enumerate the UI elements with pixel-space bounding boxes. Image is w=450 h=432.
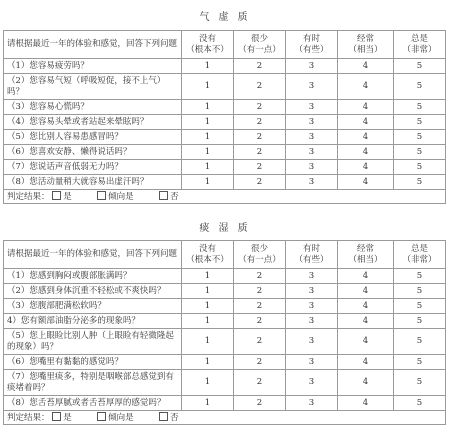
score-cell[interactable]: 3 — [286, 74, 338, 100]
score-cell[interactable]: 4 — [338, 329, 394, 355]
score-cell[interactable]: 3 — [286, 355, 338, 370]
checkbox-no[interactable] — [159, 412, 168, 421]
question-text: （3）您腹部肥满松软吗？ — [4, 299, 182, 314]
checkbox-yes[interactable] — [52, 412, 61, 421]
question-row — [4, 370, 446, 396]
score-cell[interactable]: 1 — [182, 160, 234, 175]
score-cell[interactable]: 1 — [182, 329, 234, 355]
question-row — [4, 175, 446, 190]
score-cell[interactable]: 3 — [286, 145, 338, 160]
score-cell[interactable]: 4 — [338, 74, 394, 100]
verdict-tendency: 倾向是 — [108, 191, 134, 202]
score-cell[interactable]: 3 — [286, 314, 338, 329]
score-cell[interactable]: 5 — [394, 74, 446, 100]
score-cell[interactable]: 2 — [234, 100, 286, 115]
table-header-row — [4, 241, 446, 269]
questionnaire-table-qixu — [3, 30, 446, 204]
score-cell[interactable]: 3 — [286, 284, 338, 299]
score-cell[interactable]: 3 — [286, 160, 338, 175]
question-text: （4）您容易头晕或者站起来晕眩吗？ — [4, 115, 182, 130]
question-text: （6）您喜欢安静、懒得说话吗？ — [4, 145, 182, 160]
question-text: （6）您嘴里有黏黏的感觉吗？ — [4, 355, 182, 370]
question-row — [4, 130, 446, 145]
header-option: 很少 （有一点） — [234, 31, 286, 59]
score-cell[interactable]: 2 — [234, 284, 286, 299]
score-cell[interactable]: 1 — [182, 314, 234, 329]
score-cell[interactable]: 4 — [338, 59, 394, 74]
score-cell[interactable]: 5 — [394, 284, 446, 299]
score-cell[interactable]: 3 — [286, 100, 338, 115]
verdict-yes: 是 — [63, 412, 72, 423]
score-cell[interactable]: 4 — [338, 115, 394, 130]
score-cell[interactable]: 4 — [338, 130, 394, 145]
question-row — [4, 59, 446, 74]
question-row — [4, 299, 446, 314]
verdict-no: 否 — [170, 191, 179, 202]
header-option: 没有 （根本不） — [182, 241, 234, 269]
section-title-qixu: 气 虚 质 — [199, 12, 251, 23]
score-cell[interactable]: 2 — [234, 329, 286, 355]
score-cell[interactable]: 4 — [338, 100, 394, 115]
checkbox-tendency[interactable] — [97, 191, 106, 200]
score-cell[interactable]: 3 — [286, 396, 338, 411]
score-cell[interactable]: 2 — [234, 175, 286, 190]
score-cell[interactable]: 4 — [338, 396, 394, 411]
score-cell[interactable]: 4 — [338, 370, 394, 396]
question-text: （2）您容易气短（呼吸短促，接不上气）吗？ — [4, 74, 182, 100]
verdict-label: 判定结果： — [7, 191, 50, 202]
question-row — [4, 100, 446, 115]
score-cell[interactable]: 1 — [182, 284, 234, 299]
header-option: 有时 （有些） — [286, 31, 338, 59]
question-row — [4, 314, 446, 329]
score-cell[interactable]: 1 — [182, 100, 234, 115]
checkbox-no[interactable] — [159, 191, 168, 200]
score-cell[interactable]: 3 — [286, 59, 338, 74]
question-text: （5）您上眼睑比别人肿（上眼睑有轻微隆起的现象）吗？ — [4, 329, 182, 355]
question-row — [4, 74, 446, 100]
score-cell[interactable]: 5 — [394, 355, 446, 370]
score-cell[interactable]: 5 — [394, 100, 446, 115]
question-row — [4, 115, 446, 130]
score-cell[interactable]: 4 — [338, 145, 394, 160]
verdict-cell — [4, 411, 446, 425]
score-cell[interactable]: 5 — [394, 130, 446, 145]
score-cell[interactable]: 5 — [394, 175, 446, 190]
score-cell[interactable]: 1 — [182, 175, 234, 190]
score-cell[interactable]: 4 — [338, 284, 394, 299]
score-cell[interactable]: 4 — [338, 269, 394, 284]
score-cell[interactable]: 1 — [182, 269, 234, 284]
score-cell[interactable]: 5 — [394, 59, 446, 74]
score-cell[interactable]: 2 — [234, 269, 286, 284]
verdict-cell — [4, 190, 446, 204]
score-cell[interactable]: 2 — [234, 396, 286, 411]
checkbox-yes[interactable] — [52, 191, 61, 200]
score-cell[interactable]: 3 — [286, 370, 338, 396]
header-option: 没有 （根本不） — [182, 31, 234, 59]
verdict-tendency: 倾向是 — [108, 412, 134, 423]
questionnaire-table-tanshi — [3, 240, 446, 425]
score-cell[interactable]: 5 — [394, 145, 446, 160]
question-text: 4）您有额部油脂分泌多的现象吗？ — [4, 314, 182, 329]
score-cell[interactable]: 5 — [394, 370, 446, 396]
question-text: （3）您容易心慌吗？ — [4, 100, 182, 115]
score-cell[interactable]: 3 — [286, 299, 338, 314]
verdict-yes: 是 — [63, 191, 72, 202]
verdict-label: 判定结果： — [7, 412, 50, 423]
score-cell[interactable]: 1 — [182, 74, 234, 100]
score-cell[interactable]: 1 — [182, 130, 234, 145]
question-row — [4, 355, 446, 370]
score-cell[interactable]: 5 — [394, 396, 446, 411]
header-option: 经常 （相当） — [338, 241, 394, 269]
score-cell[interactable]: 4 — [338, 314, 394, 329]
score-cell[interactable]: 2 — [234, 145, 286, 160]
checkbox-tendency[interactable] — [97, 412, 106, 421]
score-cell[interactable]: 5 — [394, 299, 446, 314]
score-cell[interactable]: 2 — [234, 130, 286, 145]
question-text: （8）您舌苔厚腻或者舌苔厚厚的感觉吗？ — [4, 396, 182, 411]
verdict-no: 否 — [170, 412, 179, 423]
score-cell[interactable]: 4 — [338, 175, 394, 190]
question-text: （1）您感到胸闷或腹部胀满吗？ — [4, 269, 182, 284]
score-cell[interactable]: 2 — [234, 160, 286, 175]
question-row — [4, 284, 446, 299]
question-text: （8）您活动量稍大就容易出虚汗吗？ — [4, 175, 182, 190]
score-cell[interactable]: 2 — [234, 74, 286, 100]
score-cell[interactable]: 2 — [234, 314, 286, 329]
score-cell[interactable]: 2 — [234, 355, 286, 370]
score-cell[interactable]: 4 — [338, 355, 394, 370]
header-option: 总是 （非常） — [394, 241, 446, 269]
score-cell[interactable]: 4 — [338, 299, 394, 314]
score-cell[interactable]: 1 — [182, 370, 234, 396]
header-question: 请根据最近一年的体验和感觉，回答下列问题 — [4, 31, 182, 59]
score-cell[interactable]: 3 — [286, 329, 338, 355]
score-cell[interactable]: 3 — [286, 115, 338, 130]
header-question: 请根据最近一年的体验和感觉，回答下列问题 — [4, 241, 182, 269]
question-row — [4, 160, 446, 175]
question-text: （1）您容易疲劳吗？ — [4, 59, 182, 74]
score-cell[interactable]: 3 — [286, 130, 338, 145]
header-option: 很少 （有一点） — [234, 241, 286, 269]
score-cell[interactable]: 1 — [182, 355, 234, 370]
question-row — [4, 396, 446, 411]
table-header-row — [4, 31, 446, 59]
header-option: 经常 （相当） — [338, 31, 394, 59]
verdict-row — [4, 411, 446, 425]
verdict-row — [4, 190, 446, 204]
score-cell[interactable]: 5 — [394, 160, 446, 175]
question-text: （5）您比别人容易患感冒吗？ — [4, 130, 182, 145]
score-cell[interactable]: 5 — [394, 115, 446, 130]
question-text: （7）您嘴里痰多，特别是咽喉部总感觉到有痰堵着吗？ — [4, 370, 182, 396]
question-row — [4, 269, 446, 284]
section-title-tanshi: 痰 湿 质 — [199, 223, 251, 234]
score-cell[interactable]: 2 — [234, 299, 286, 314]
score-cell[interactable]: 5 — [394, 329, 446, 355]
score-cell[interactable]: 1 — [182, 59, 234, 74]
score-cell[interactable]: 5 — [394, 314, 446, 329]
header-option: 总是 （非常） — [394, 31, 446, 59]
question-row — [4, 329, 446, 355]
score-cell[interactable]: 1 — [182, 299, 234, 314]
header-option: 有时 （有些） — [286, 241, 338, 269]
score-cell[interactable]: 4 — [338, 160, 394, 175]
question-text: （2）您感到身体沉重不轻松或不爽快吗？ — [4, 284, 182, 299]
question-text: （7）您说话声音低弱无力吗？ — [4, 160, 182, 175]
score-cell[interactable]: 3 — [286, 175, 338, 190]
score-cell[interactable]: 2 — [234, 59, 286, 74]
score-cell[interactable]: 2 — [234, 370, 286, 396]
score-cell[interactable]: 1 — [182, 145, 234, 160]
score-cell[interactable]: 5 — [394, 269, 446, 284]
score-cell[interactable]: 2 — [234, 115, 286, 130]
question-row — [4, 145, 446, 160]
score-cell[interactable]: 3 — [286, 269, 338, 284]
score-cell[interactable]: 1 — [182, 396, 234, 411]
score-cell[interactable]: 1 — [182, 115, 234, 130]
